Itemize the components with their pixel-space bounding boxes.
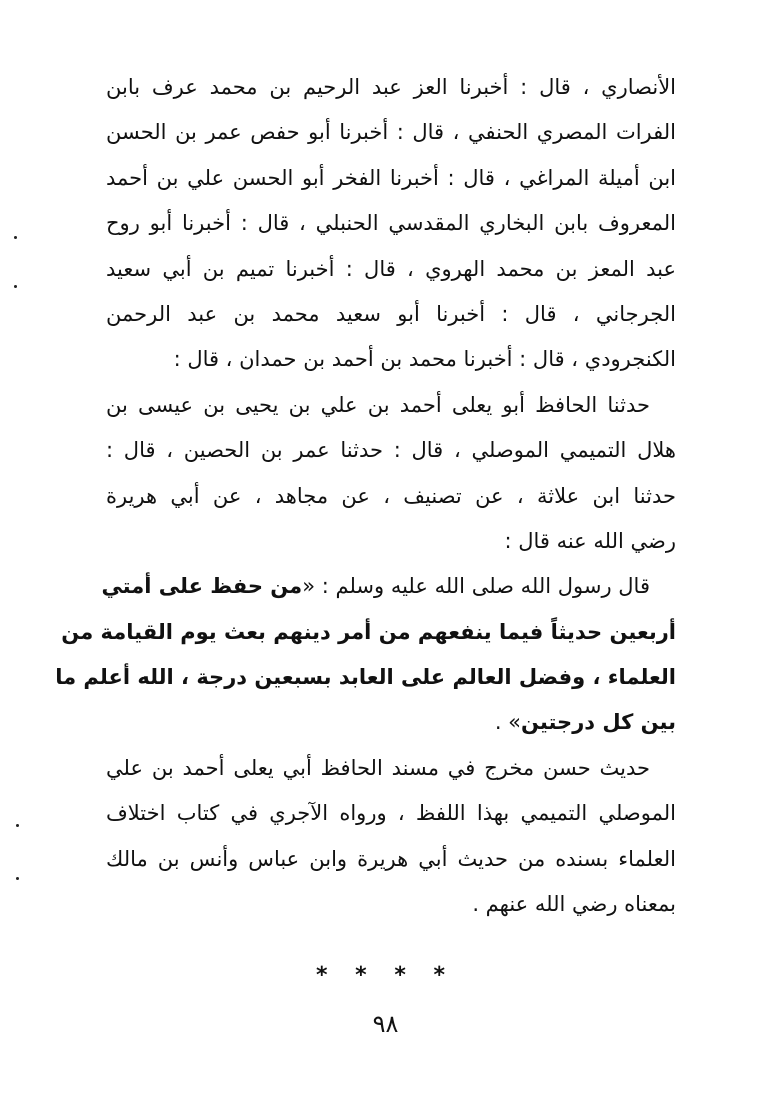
text-line: الجرجاني ، قال : أخبرنا أبو سعيد محمد بن عبد الرحمن (106, 302, 676, 326)
text-line: حدثنا ابن علاثة ، عن تصنيف ، عن مجاهد ، عن أبي هريرة (106, 484, 676, 508)
section-separator: * * * * (316, 963, 455, 988)
hadith-line (106, 707, 676, 737)
scan-speck (16, 877, 19, 880)
text-line: ابن أميلة المراغي ، قال : أخبرنا الفخر أبو الحسن علي بن أحمد (106, 166, 676, 190)
text-line: رضي الله عنه قال : (504, 529, 676, 553)
hadith-line: العلماء ، وفضل العالم على العابد بسبعين درجة ، الله أعلم ما (55, 665, 676, 689)
hadith-line: أربعين حديثاً فيما ينفعهم من أمر دينهم بعث يوم القيامة من (61, 620, 676, 644)
text-line: عبد المعز بن محمد الهروي ، قال : أخبرنا تميم بن أبي سعيد (106, 257, 676, 281)
text-line: الفرات المصري الحنفي ، قال : أخبرنا أبو حفص عمر بن الحسن (106, 120, 676, 144)
page-number: ٩٨ (372, 1010, 399, 1038)
hadith-text: من حفظ على أمتي (101, 574, 303, 598)
text-line: حدثنا الحافظ أبو يعلى أحمد بن علي بن يحيى بن عيسى بن (106, 393, 650, 417)
text-line: بمعناه رضي الله عنهم . (472, 892, 676, 916)
hadith-intro: قال رسول الله صلى الله عليه وسلم : « (302, 574, 650, 598)
text-line: حديث حسن مخرج في مسند الحافظ أبي يعلى أحمد بن علي (106, 756, 650, 780)
hadith-closing: » . (494, 710, 522, 734)
text-line: الموصلي التميمي بهذا اللفظ ، ورواه الآجري في كتاب اختلاف (106, 801, 676, 825)
hadith-text: بين كل درجتين (521, 710, 676, 734)
text-line: الكنجرودي ، قال : أخبرنا محمد بن أحمد بن حمدان ، قال : (173, 347, 676, 371)
text-line: الأنصاري ، قال : أخبرنا العز عبد الرحيم بن محمد عرف بابن (106, 75, 676, 99)
scan-speck (14, 236, 17, 239)
text-line: هلال التميمي الموصلي ، قال : حدثنا عمر بن الحصين ، قال : (106, 438, 676, 462)
scan-speck (14, 285, 17, 288)
text-line: العلماء بسنده من حديث أبي هريرة وابن عباس وأنس بن مالك (106, 847, 676, 871)
text-line: المعروف بابن البخاري المقدسي الحنبلي ، قال : أخبرنا أبو روح (106, 211, 676, 235)
scan-speck (16, 824, 19, 827)
hadith-line (101, 571, 676, 601)
